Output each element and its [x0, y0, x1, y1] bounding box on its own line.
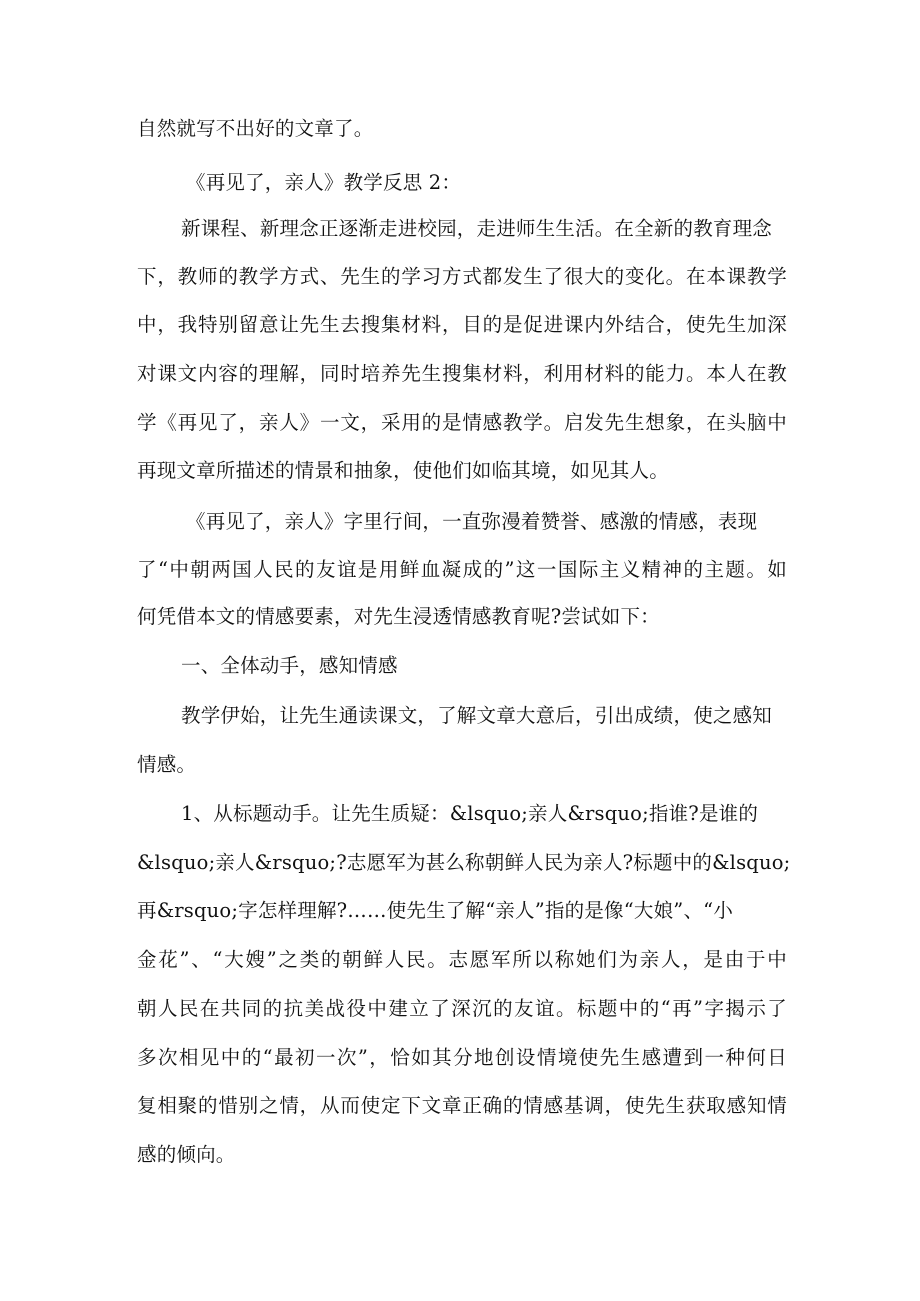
section-heading: 一、全体动手，感知情感 [181, 654, 398, 677]
text-line: 1、从标题动手。让先生质疑：&lsquo;亲人&rsquo;指谁?是谁的 [181, 802, 759, 825]
text-line: 学《再见了，亲人》一文，采用的是情感教学。启发先生想象，在头脑中 [137, 411, 787, 434]
text-line: 朝人民在共同的抗美战役中建立了深沉的友谊。标题中的“再”字揭示了 [137, 997, 787, 1020]
text-line: 何凭借本文的情感要素，对先生浸透情感教育呢?尝试如下： [137, 605, 660, 628]
text-line: 自然就写不出好的文章了。 [137, 117, 374, 140]
text-line: 情感。 [137, 753, 197, 776]
section-heading: 《再见了，亲人》教学反思 2： [186, 171, 462, 194]
text-line: 感的倾向。 [137, 1143, 236, 1166]
text-line: 再&rsquo;字怎样理解?……使先生了解“亲人”指的是像“大娘”、“小 [137, 899, 734, 922]
text-line: &lsquo;亲人&rsquo;?志愿军为甚么称朝鲜人民为亲人?标题中的&lsquo; [137, 851, 791, 874]
text-line: 金花”、“大嫂”之类的朝鲜人民。志愿军所以称她们为亲人，是由于中 [137, 948, 787, 971]
text-line: 复相聚的惜别之情，从而使定下文章正确的情感基调，使先生获取感知情 [137, 1094, 787, 1117]
text-line: 再现文章所描述的情景和抽象，使他们如临其境，如见其人。 [137, 459, 669, 482]
text-line: 中，我特别留意让先生去搜集材料，目的是促进课内外结合，使先生加深 [137, 313, 787, 336]
text-line: 多次相见中的“最初一次”，恰如其分地创设情境使先生感遭到一种何日 [137, 1046, 787, 1069]
text-line: 下，教师的教学方式、先生的学习方式都发生了很大的变化。在本课教学 [137, 265, 787, 288]
text-line: 了“中朝两国人民的友谊是用鲜血凝成的”这一国际主义精神的主题。如 [137, 558, 787, 581]
text-line: 新课程、新理念正逐渐走进校园，走进师生生活。在全新的教育理念 [181, 217, 773, 240]
text-line: 教学伊始，让先生通读课文，了解文章大意后，引出成绩，使之感知 [181, 704, 773, 727]
text-line: 对课文内容的理解，同时培养先生搜集材料，利用材料的能力。本人在教 [137, 362, 787, 385]
text-line: 《再见了，亲人》字里行间，一直弥漫着赞誉、感激的情感，表现 [186, 510, 758, 533]
